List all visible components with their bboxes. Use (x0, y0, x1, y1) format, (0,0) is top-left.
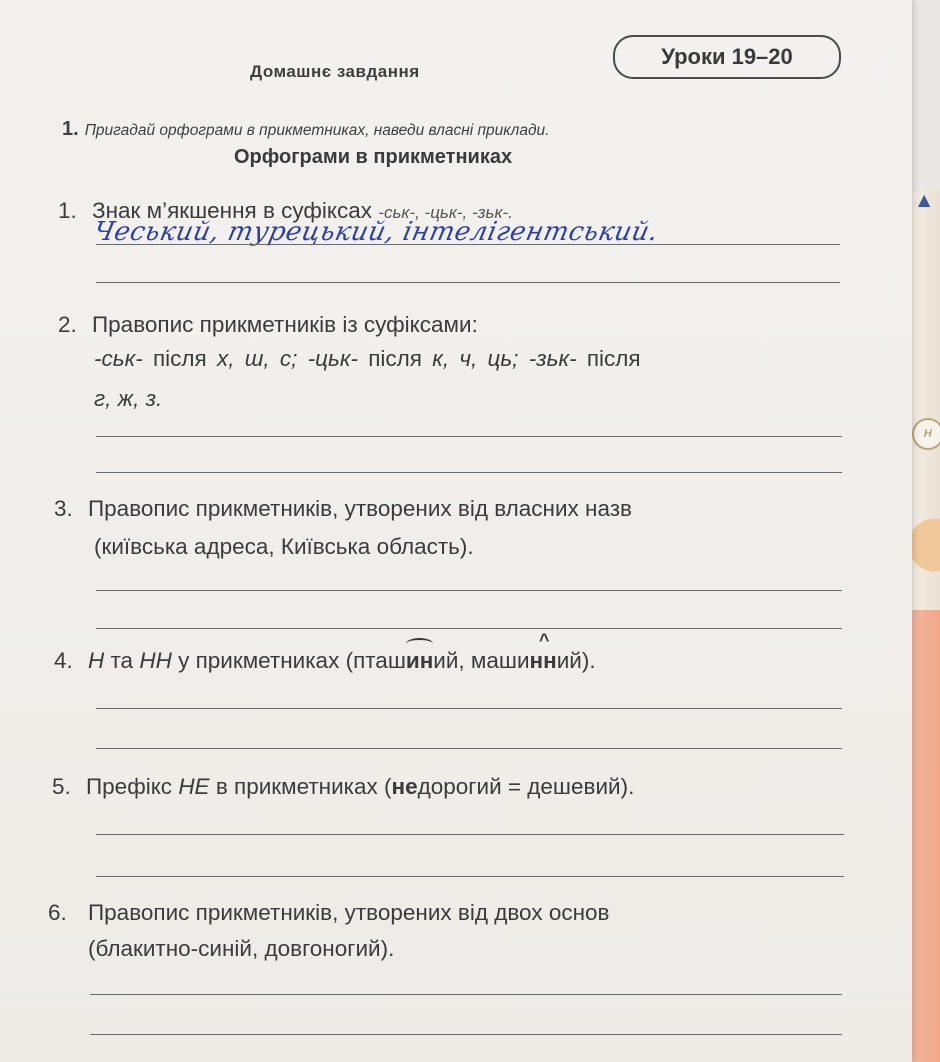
answer-line[interactable] (96, 876, 844, 877)
answer-line[interactable] (96, 282, 840, 283)
item-example: (київська адреса, Київська область). (94, 534, 474, 559)
text-after: після (142, 346, 217, 371)
item-3 (54, 496, 632, 522)
suffix-tsk: -цьк- (297, 346, 358, 371)
item-text: Знак м’якшення в суфіксах (92, 198, 379, 223)
handwritten-answer[interactable]: Чеський, турецький, інтелігентський. (90, 217, 662, 247)
item-3-line2 (94, 534, 474, 560)
item-text: Префікс (86, 774, 179, 799)
task-instruction (62, 118, 549, 141)
item-text: у прикметниках (пташ (171, 648, 406, 673)
answer-line[interactable] (96, 708, 842, 709)
prefix-ne-bold: не (391, 774, 418, 799)
answer-line[interactable] (96, 244, 840, 245)
answer-line[interactable] (96, 436, 842, 437)
section-subtitle: Орфограми в прикметниках (234, 146, 513, 168)
item-text: ий, маши (433, 648, 530, 673)
item-2-line3 (94, 386, 162, 412)
letter-n: Н (88, 648, 105, 673)
item-6-line2 (88, 936, 394, 962)
letters-khshs: х, ш, с; (216, 346, 298, 371)
suffix-in-highlight: ин (405, 648, 434, 673)
answer-line[interactable] (90, 1034, 842, 1035)
item-text: в прикметниках ( (209, 774, 392, 799)
answer-line[interactable] (96, 834, 844, 835)
item-example: (блакитно-синій, довгоногий). (88, 936, 395, 961)
letters-nn-highlight: ^ нн (530, 648, 557, 674)
letters-nn: НН (139, 648, 172, 673)
item-5 (52, 774, 634, 800)
item-number: 1. (58, 198, 77, 223)
item-number: 4. (54, 648, 73, 673)
item-text: Правопис прикметників, утворених від двох основ (88, 900, 610, 925)
answer-line[interactable] (96, 748, 842, 749)
item-number: 6. (48, 900, 67, 925)
item-number: 2. (58, 312, 77, 337)
task-number: 1. (62, 118, 79, 140)
item-text: Правопис прикметників із суфіксами: (92, 312, 478, 337)
suffix-zk: -зьк- (518, 346, 577, 371)
letters-kchts: к, ч, ць; (432, 346, 519, 371)
answer-line[interactable] (96, 472, 842, 473)
text-after: після (576, 346, 641, 371)
task-text: Пригадай орфограми в прикметниках, наведи власні приклади. (84, 122, 550, 139)
pencil-logo: Н (912, 418, 940, 450)
suffix-sk: -ськ- (94, 346, 143, 371)
item-text: та (104, 648, 140, 673)
item-text: дорогий = дешевий). (417, 774, 635, 799)
item-2 (58, 312, 478, 338)
item-4 (54, 648, 596, 674)
lesson-badge: Уроки 19–20 (613, 35, 841, 79)
pencil-tip-icon: ▲ (918, 190, 931, 209)
item-text: ий). (556, 648, 596, 673)
letters-hzhz: г, ж, з. (94, 386, 163, 411)
answer-line[interactable] (96, 628, 842, 629)
suffix-list: -ськ-, -цьк-, -зьк-. (378, 203, 513, 222)
text-after: після (357, 346, 433, 371)
item-text: Правопис прикметників, утворених від власних назв (88, 496, 633, 521)
prefix-ne: НЕ (178, 774, 210, 799)
item-6 (48, 900, 609, 926)
homework-title: Домашнє завдання (250, 62, 420, 81)
answer-line[interactable] (96, 590, 842, 591)
item-number: 5. (52, 774, 71, 799)
item-2-line2 (94, 346, 641, 372)
item-number: 3. (54, 496, 73, 521)
answer-line[interactable] (90, 994, 842, 995)
